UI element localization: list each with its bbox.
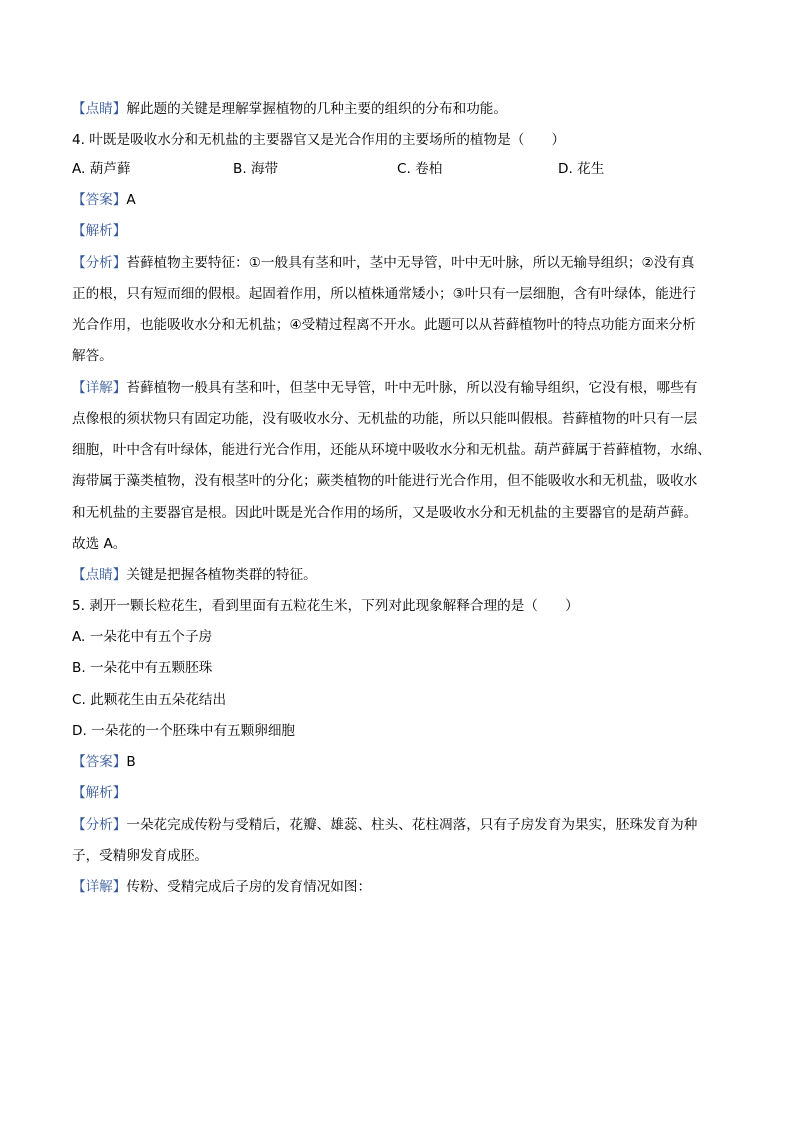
- option-a: [72, 160, 130, 178]
- line-text: 正的根，只有短而细的假根。起固着作用，所以植株通常矮小；③叶只有一层细胞，含有叶绿体，能进行: [72, 286, 696, 302]
- text-line: [72, 597, 724, 615]
- option-label: B.: [233, 161, 251, 177]
- line-text: 4. 叶既是吸收水分和无机盐的主要器官又是光合作用的主要场所的植物是（ ）: [72, 132, 566, 148]
- section-tag: 【分析】: [72, 255, 127, 271]
- line-text: 苔藓植物主要特征：①一般具有茎和叶，茎中无导管，叶中无叶脉，所以无输导组织；②没有真: [126, 255, 695, 271]
- section-tag: 【解析】: [72, 785, 127, 801]
- text-line: [72, 847, 724, 865]
- text-line: [72, 566, 724, 584]
- line-text: 解答。: [72, 348, 113, 364]
- text-line: [72, 753, 724, 771]
- section-tag: 【点睛】: [72, 101, 127, 117]
- line-text: 海带属于藻类植物，没有根茎叶的分化；蕨类植物的叶能进行光合作用，但不能吸收水和无机盐，吸收水: [72, 473, 698, 489]
- line-text: A: [126, 192, 136, 208]
- line-text: 5. 剥开一颗长粒花生，看到里面有五粒花生米，下列对此现象解释合理的是（ ）: [72, 598, 579, 614]
- option-label: D.: [558, 161, 578, 177]
- line-text: 解此题的关键是理解掌握植物的几种主要的组织的分布和功能。: [126, 101, 507, 117]
- line-text: 光合作用，也能吸收水分和无机盐；④受精过程离不开水。此题可以从苔藓植物叶的特点功能方面来分析: [72, 317, 696, 333]
- text-line: [72, 784, 724, 802]
- line-text: B: [126, 754, 136, 770]
- line-text: 子，受精卵发育成胚。: [72, 848, 208, 864]
- line-text: 一朵花完成传粉与受精后，花瓣、雄蕊、柱头、花柱凋落，只有子房发育为果实，胚珠发育为种: [126, 817, 698, 833]
- line-text: A. 一朵花中有五个子房: [72, 629, 213, 645]
- line-text: D. 一朵花的一个胚珠中有五颗卵细胞: [72, 723, 296, 739]
- text-line: [72, 722, 724, 740]
- text-line: [72, 254, 724, 272]
- text-line: [72, 100, 724, 118]
- option-text: 花生: [577, 161, 605, 177]
- section-tag: 【分析】: [72, 817, 127, 833]
- section-tag: 【详解】: [72, 380, 127, 396]
- line-text: B. 一朵花中有五颗胚珠: [72, 660, 213, 676]
- text-line: [72, 191, 724, 209]
- line-text: 传粉、受精完成后子房的发育情况如图：: [126, 879, 372, 895]
- text-line: [72, 222, 724, 240]
- text-line: [72, 347, 724, 365]
- text-line: [72, 504, 724, 522]
- section-tag: 【解析】: [72, 223, 127, 239]
- option-b: [233, 160, 278, 178]
- section-tag: 【答案】: [72, 192, 127, 208]
- text-line: [72, 316, 724, 334]
- section-tag: 【详解】: [72, 879, 127, 895]
- option-c: [397, 160, 442, 178]
- option-text: 海带: [250, 161, 279, 177]
- line-text: 和无机盐的主要器官是根。因此叶既是光合作用的场所，又是吸收水分和无机盐的主要器官的是葫芦藓。: [72, 505, 698, 521]
- text-line: [72, 691, 724, 709]
- option-text: 葫芦藓: [89, 161, 131, 177]
- text-line: [72, 816, 724, 834]
- text-line: [72, 472, 724, 490]
- text-line: [72, 285, 724, 303]
- text-line: [72, 379, 724, 397]
- text-line: [72, 878, 724, 896]
- option-label: C.: [397, 161, 416, 177]
- text-line: [72, 131, 724, 149]
- text-line: [72, 659, 724, 677]
- option-d: [558, 160, 604, 178]
- section-tag: 【答案】: [72, 754, 127, 770]
- option-text: 卷柏: [415, 161, 443, 177]
- text-line: [72, 535, 724, 553]
- line-text: 细胞，叶中含有叶绿体，能进行光合作用，还能从环境中吸收水分和无机盐。葫芦藓属于苔藓植物，水绵、: [72, 442, 711, 458]
- line-text: 故选 A。: [72, 536, 127, 552]
- text-line: [72, 628, 724, 646]
- option-label: A.: [72, 161, 90, 177]
- line-text: 关键是把握各植物类群的特征。: [126, 567, 317, 583]
- section-tag: 【点睛】: [72, 567, 127, 583]
- line-text: 苔藓植物一般具有茎和叶，但茎中无导管，叶中无叶脉，所以没有输导组织，它没有根，哪些有: [126, 380, 698, 396]
- line-text: 点像根的须状物只有固定功能，没有吸收水分、无机盐的功能，所以只能叫假根。苔藓植物的叶只有一层: [72, 411, 698, 427]
- text-line: [72, 441, 724, 459]
- line-text: C. 此颗花生由五朵花结出: [72, 692, 227, 708]
- text-line: [72, 410, 724, 428]
